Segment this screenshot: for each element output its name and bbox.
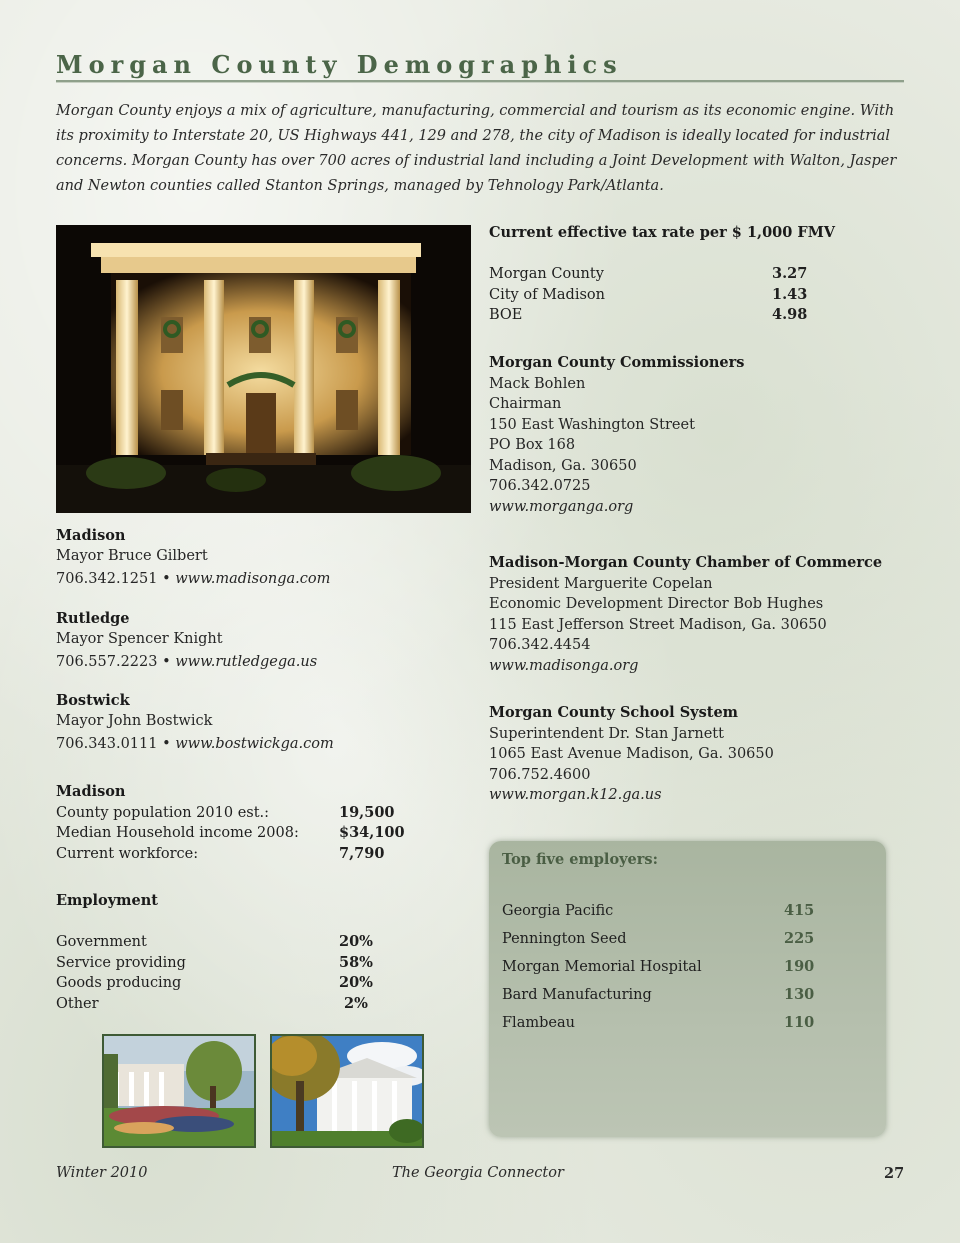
crowd-lawn-photo — [102, 1034, 256, 1148]
top-employers-panel — [489, 841, 886, 1137]
school-system-line: 706.752.4600 — [489, 766, 591, 783]
footer-publication: The Georgia Connector — [392, 1165, 564, 1181]
commissioners-website-link[interactable]: www.morganga.org — [489, 498, 634, 515]
employer-row — [502, 1009, 832, 1037]
chamber-line: Economic Development Director Bob Hughes — [489, 596, 824, 612]
employer-row — [502, 953, 832, 981]
employment-row — [56, 932, 456, 953]
county-stats-row — [56, 844, 456, 865]
county-stats-label: County population 2010 est.: — [56, 804, 270, 821]
employment-table — [56, 932, 456, 1014]
intro-paragraph: Morgan County enjoys a mix of agriculture, manufacturing, commercial and tourism as its economic engine. With its proximity to Interstate 20, US Highways 441, 129 and 278, the city of Madison is ideally located for industrial concerns. Morgan County has over 700 acres of industrial land including a Joint Development with Walton, Jasper and Newton counties called Stanton Springs, managed by Tehnology Park/Atlanta. — [56, 103, 897, 194]
school-system-block — [489, 703, 909, 806]
top-employers-heading: Top five employers: — [502, 851, 658, 868]
employment-heading: Employment — [56, 892, 158, 909]
tax-rate-row — [489, 285, 809, 306]
city-name: Bostwick — [56, 692, 130, 709]
school-system-line: 1065 East Avenue Madison, Ga. 30650 — [489, 746, 774, 762]
city-website-link[interactable]: www.rutledgega.us — [175, 653, 318, 670]
tax-rate-value: 3.27 — [772, 265, 808, 282]
school-system-heading: Morgan County School System — [489, 704, 739, 721]
chamber-block — [489, 553, 909, 676]
city-mayor: Mayor Bruce Gilbert — [56, 548, 208, 564]
city-entry — [56, 691, 456, 754]
page-title: Morgan County Demographics — [56, 50, 623, 79]
employer-count: 225 — [784, 930, 815, 947]
county-stats-label: Median Household income 2008: — [56, 825, 299, 841]
top-employers-list — [502, 897, 832, 1037]
city-website-link[interactable]: www.bostwickga.com — [175, 735, 334, 752]
city-phone: 706.343.0111 • — [56, 735, 176, 752]
city-entry — [56, 609, 456, 672]
county-stats-row — [56, 803, 456, 824]
employer-name: Flambeau — [502, 1015, 575, 1031]
chamber-website-link[interactable]: www.madisonga.org — [489, 657, 639, 674]
employment-row — [56, 953, 456, 974]
tax-rate-row — [489, 264, 809, 285]
employer-row — [502, 925, 832, 953]
page-number: 27 — [884, 1165, 905, 1182]
commissioners-line: 706.342.0725 — [489, 478, 591, 494]
white-house-tree-photo — [270, 1034, 424, 1148]
employment-row — [56, 973, 456, 994]
tax-rate-row — [489, 305, 809, 326]
commissioners-line: Mack Bohlen — [489, 375, 586, 392]
employment-label: Service providing — [56, 954, 186, 971]
employer-count: 130 — [784, 986, 815, 1003]
employment-value: 20% — [339, 933, 373, 950]
tax-rate-label: Morgan County — [489, 266, 604, 282]
county-stats-value: 19,500 — [339, 803, 395, 821]
commissioners-line: PO Box 168 — [489, 437, 576, 453]
tax-rate-heading: Current effective tax rate per $ 1,000 FMV — [489, 224, 835, 241]
city-mayor: Mayor Spencer Knight — [56, 631, 223, 647]
tax-rate-label: City of Madison — [489, 286, 605, 303]
title-divider — [56, 80, 904, 83]
employment-label: Government — [56, 934, 147, 950]
county-stats-row — [56, 823, 456, 844]
footer-issue: Winter 2010 — [56, 1165, 148, 1181]
chamber-line: President Marguerite Copelan — [489, 575, 713, 592]
city-phone: 706.557.2223 • — [56, 653, 176, 670]
city-phone: 706.342.1251 • — [56, 570, 176, 587]
city-contact — [56, 569, 456, 590]
county-stats-label: Current workforce: — [56, 845, 199, 862]
commissioners-heading: Morgan County Commissioners — [489, 354, 745, 371]
tax-rate-value: 4.98 — [772, 306, 808, 323]
county-stats-heading: Madison — [56, 783, 126, 800]
employment-value: 58% — [339, 953, 373, 971]
chamber-heading: Madison-Morgan County Chamber of Commerce — [489, 554, 883, 571]
county-stats-block — [56, 782, 456, 864]
tax-rate-table — [489, 264, 809, 326]
commissioners-line: 150 East Washington Street — [489, 416, 695, 433]
city-name: Madison — [56, 527, 126, 544]
commissioners-block — [489, 353, 909, 517]
employer-count: 110 — [784, 1014, 815, 1031]
antebellum-house-night-photo — [56, 225, 471, 513]
city-contact — [56, 734, 456, 755]
city-entry — [56, 526, 456, 589]
employer-count: 190 — [784, 958, 815, 975]
employer-name: Morgan Memorial Hospital — [502, 959, 702, 975]
employment-value: 2% — [339, 994, 368, 1012]
county-stats-value: 7,790 — [339, 844, 385, 862]
employer-name: Pennington Seed — [502, 931, 627, 947]
commissioners-line: Chairman — [489, 396, 562, 412]
school-system-line: Superintendent Dr. Stan Jarnett — [489, 725, 724, 742]
city-name: Rutledge — [56, 610, 130, 627]
employment-label: Goods producing — [56, 975, 182, 991]
employer-name: Georgia Pacific — [502, 903, 614, 919]
chamber-line: 706.342.4454 — [489, 637, 591, 653]
commissioners-line: Madison, Ga. 30650 — [489, 457, 637, 474]
city-mayor: Mayor John Bostwick — [56, 713, 213, 729]
employment-row — [56, 994, 456, 1015]
employer-row — [502, 981, 832, 1009]
employer-name: Bard Manufacturing — [502, 987, 652, 1003]
tax-rate-label: BOE — [489, 307, 523, 323]
school-system-website-link[interactable]: www.morgan.k12.ga.us — [489, 787, 662, 803]
employment-label: Other — [56, 995, 99, 1012]
city-contact — [56, 652, 456, 673]
tax-rate-value: 1.43 — [772, 285, 808, 303]
employer-row — [502, 897, 832, 925]
chamber-line: 115 East Jefferson Street Madison, Ga. 30650 — [489, 616, 827, 633]
employer-count: 415 — [784, 902, 815, 919]
county-stats-value: $34,100 — [339, 824, 405, 841]
employment-value: 20% — [339, 974, 373, 991]
city-website-link[interactable]: www.madisonga.com — [175, 570, 331, 587]
